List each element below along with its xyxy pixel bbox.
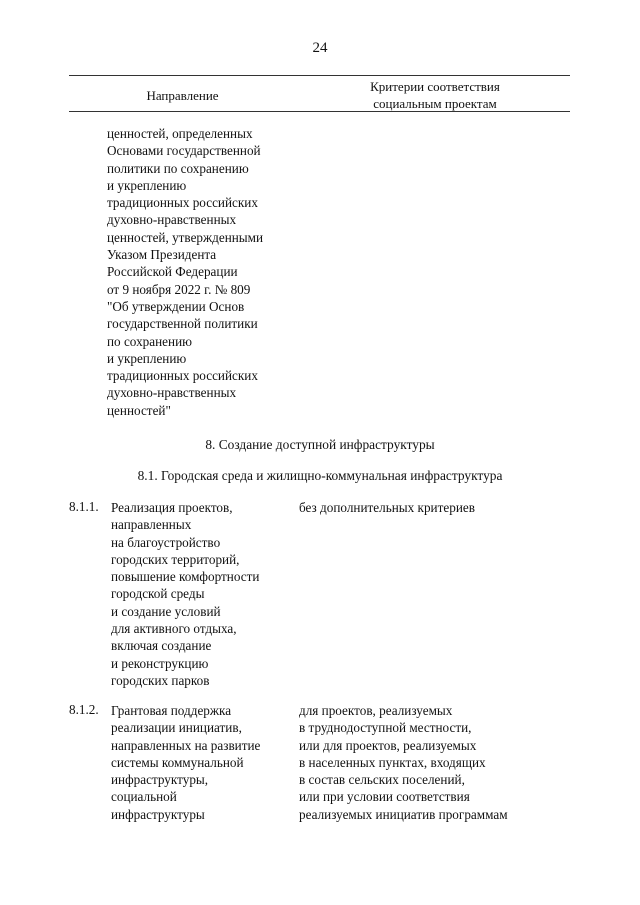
text-line: городской среды xyxy=(111,586,205,602)
text-line: в труднодоступной местности, xyxy=(299,720,472,736)
text-line: Указом Президента xyxy=(107,247,217,263)
text-line: и укреплению xyxy=(107,350,187,366)
header-criteria-line: Критерии соответствия xyxy=(370,79,500,94)
row-number: 8.1.2. xyxy=(69,702,99,717)
text-line: Грантовая поддержка xyxy=(111,703,232,718)
text-line: без дополнительных критериев xyxy=(299,500,475,515)
text-line: направленных xyxy=(111,517,192,533)
text-line: социальной xyxy=(111,789,177,805)
text-line: ценностей, определенных xyxy=(107,126,253,141)
text-line: и реконструкцию xyxy=(111,655,209,671)
text-line: ценностей" xyxy=(107,402,171,418)
text-line: в населенных пунктах, входящих xyxy=(299,754,486,770)
text-line: по сохранению xyxy=(107,333,192,349)
text-line: повышение комфортности xyxy=(111,569,260,585)
text-line: духовно-нравственных xyxy=(107,212,237,228)
header-direction: Направление xyxy=(146,88,219,103)
text-line: от 9 ноября 2022 г. № 809 xyxy=(107,281,251,297)
text-line: инфраструктуры xyxy=(111,806,205,822)
text-line: для активного отдыха, xyxy=(111,621,237,637)
row-direction xyxy=(111,499,259,689)
header-criteria xyxy=(320,78,550,112)
text-line: государственной политики xyxy=(107,316,258,332)
text-line: Основами государственной xyxy=(107,143,261,159)
table-header-bottom-rule xyxy=(69,111,570,112)
table-header-top-rule xyxy=(69,75,570,76)
text-line: или при условии соответствия xyxy=(299,789,470,805)
text-line: для проектов, реализуемых xyxy=(299,703,453,718)
row-direction xyxy=(111,702,260,823)
text-line: городских территорий, xyxy=(111,551,240,567)
text-line: системы коммунальной xyxy=(111,754,244,770)
text-line: Реализация проектов, xyxy=(111,500,233,515)
text-line: традиционных российских xyxy=(107,195,258,211)
text-line: включая создание xyxy=(111,638,212,654)
text-line: "Об утверждении Основ xyxy=(107,298,245,314)
text-line: реализации инициатив, xyxy=(111,720,242,736)
row-criteria xyxy=(299,499,475,516)
text-line: в состав сельских поселений, xyxy=(299,772,465,788)
text-line: на благоустройство xyxy=(111,534,221,550)
text-line: духовно-нравственных xyxy=(107,385,237,401)
text-line: реализуемых инициатив программам xyxy=(299,806,508,822)
text-line: традиционных российских xyxy=(107,368,258,384)
text-line: и укреплению xyxy=(107,177,187,193)
header-criteria-line: социальным проектам xyxy=(373,96,497,111)
text-line: политики по сохранению xyxy=(107,160,249,176)
row-criteria xyxy=(299,702,508,823)
page-number: 24 xyxy=(312,40,328,56)
text-line: инфраструктуры, xyxy=(111,772,209,788)
text-line: ценностей, утвержденными xyxy=(107,229,264,245)
text-line: Российской Федерации xyxy=(107,264,238,280)
section-title: 8. Создание доступной инфраструктуры xyxy=(205,437,435,452)
text-line: или для проектов, реализуемых xyxy=(299,737,477,753)
text-line: направленных на развитие xyxy=(111,737,261,753)
text-line: городских парков xyxy=(111,672,210,688)
subsection-title: 8.1. Городская среда и жилищно-коммунальная инфраструктура xyxy=(137,468,503,483)
text-line: и создание условий xyxy=(111,603,221,619)
continuation-text xyxy=(107,125,263,419)
row-number: 8.1.1. xyxy=(69,499,99,514)
